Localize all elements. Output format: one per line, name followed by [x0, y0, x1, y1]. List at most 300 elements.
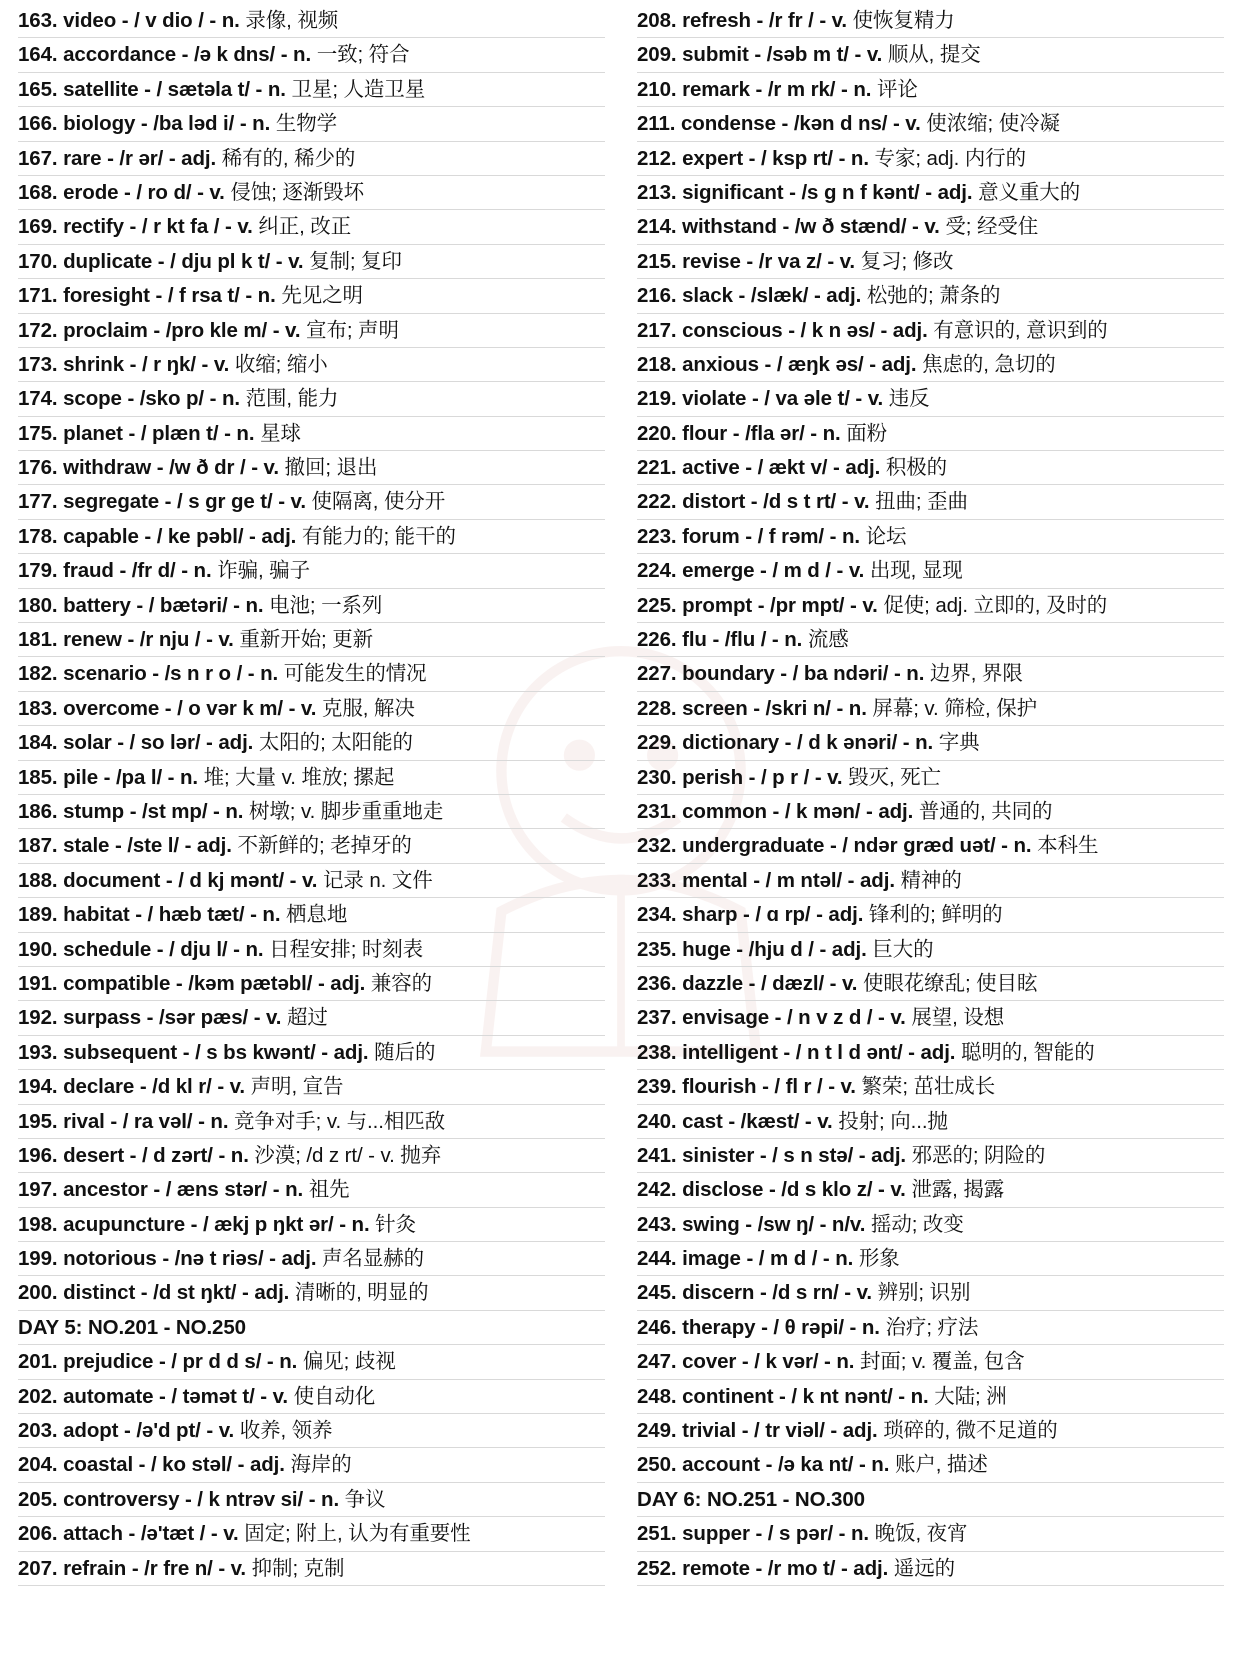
entry-separator: - [122, 1522, 141, 1546]
entry-word: violate [682, 387, 747, 411]
entry-number: 224. [637, 559, 677, 583]
entry-separator: - [159, 696, 178, 720]
entry-part-of-speech: n. [179, 765, 199, 789]
entry-definition: 扭曲; 歪曲 [875, 490, 968, 514]
entry-phonetic: /r nju / [139, 628, 201, 652]
entry-separator: - [746, 387, 765, 411]
vocabulary-row [18, 1208, 605, 1242]
vocabulary-row [18, 38, 605, 72]
entry-separator: - [743, 146, 761, 170]
entry-separator: - [126, 1556, 145, 1580]
day-heading-label: DAY 5: NO.201 - NO.250 [18, 1315, 246, 1339]
entry-separator: - [122, 421, 141, 445]
entry-separator: - [848, 43, 867, 67]
entry-part-of-speech: n. [351, 1212, 370, 1236]
entry-part-of-speech: adj. [937, 180, 973, 204]
entry-definition: 复制; 复印 [309, 249, 402, 273]
entry-separator: - [838, 1281, 857, 1305]
entry-phonetic: /r ər/ [119, 146, 164, 170]
entry-phonetic: /d s t rt/ [763, 490, 837, 514]
entry-phonetic: /sər pæs/ [158, 1006, 249, 1030]
entry-definition: 堆; 大量 v. 堆放; 摞起 [203, 765, 395, 789]
entry-number: 230. [637, 765, 677, 789]
vocabulary-row [637, 1001, 1224, 1035]
entry-separator: - [149, 284, 168, 308]
entry-separator: - [860, 799, 879, 823]
entry-number: 235. [637, 937, 677, 961]
entry-part-of-speech: adj. [853, 1556, 889, 1580]
entry-definition: 重新开始; 更新 [239, 628, 373, 652]
vocabulary-row [18, 795, 605, 829]
entry-separator: - [995, 834, 1014, 858]
vocabulary-row [637, 1414, 1224, 1448]
entry-definition: 生物学 [275, 112, 338, 136]
entry-definition: 意义重大的 [978, 180, 1081, 204]
vocabulary-row [18, 554, 605, 588]
entry-phonetic: /pa l/ [115, 765, 163, 789]
entry-part-of-speech: v. [213, 352, 230, 376]
vocabulary-row [637, 589, 1224, 623]
entry-number: 226. [637, 628, 677, 652]
vocabulary-row [637, 210, 1224, 244]
entry-phonetic: / k nt nənt/ [791, 1384, 893, 1408]
entry-separator: - [832, 146, 851, 170]
entry-part-of-speech: adj. [845, 456, 881, 480]
entry-definition: 展望, 设想 [911, 1006, 1005, 1030]
entry-phonetic: / dju l/ [169, 937, 228, 961]
entry-definition: 诈骗, 骗子 [217, 559, 310, 583]
entry-word: cast [682, 1109, 723, 1133]
entry-phonetic: / n v z d / [786, 1006, 873, 1030]
entry-number: 215. [637, 249, 677, 273]
vocabulary-row [637, 1552, 1224, 1586]
entry-phonetic: / pr d d s/ [171, 1350, 262, 1374]
entry-word: satellite [63, 77, 139, 101]
entry-definition: 晚饭, 夜宵 [874, 1522, 968, 1546]
entry-part-of-speech: v. [300, 696, 317, 720]
column-right [621, 4, 1224, 1586]
entry-phonetic: / ndər græd uət/ [842, 834, 996, 858]
entry-definition: 不新鲜的; 老掉牙的 [237, 834, 412, 858]
entry-word: disclose [682, 1178, 764, 1202]
vocabulary-row [18, 107, 605, 141]
entry-separator: - [817, 1247, 836, 1271]
entry-word: cover [682, 1350, 737, 1374]
entry-word: active [682, 456, 740, 480]
vocabulary-row [637, 1345, 1224, 1379]
entry-phonetic: /kæst/ [740, 1109, 800, 1133]
vocabulary-row [637, 898, 1224, 932]
entry-definition: 受; 经受住 [945, 215, 1039, 239]
entry-separator: - [163, 146, 182, 170]
entry-word: withstand [682, 215, 777, 239]
entry-separator: - [175, 559, 194, 583]
entry-number: 223. [637, 524, 677, 548]
entry-phonetic: / f rsa t/ [167, 284, 240, 308]
entry-number: 242. [637, 1178, 677, 1202]
entry-definition: 记录 n. 文件 [322, 868, 433, 892]
entry-number: 204. [18, 1453, 58, 1477]
entry-word: pile [63, 765, 99, 789]
entry-word: attach [63, 1522, 123, 1546]
entry-word: scope [63, 387, 122, 411]
entry-part-of-speech: v. [867, 387, 884, 411]
entry-word: screen [682, 696, 748, 720]
entry-definition: 使眼花缭乱; 使目眩 [862, 971, 1038, 995]
entry-number: 236. [637, 971, 677, 995]
entry-definition: 大陆; 洲 [934, 1384, 1007, 1408]
entry-number: 237. [637, 1006, 677, 1030]
entry-word: rare [63, 146, 102, 170]
vocabulary-row [637, 38, 1224, 72]
entry-part-of-speech: n. [784, 628, 803, 652]
entry-word: document [63, 868, 161, 892]
entry-number: 181. [18, 628, 58, 652]
entry-separator: - [853, 1143, 872, 1167]
entry-separator: - [740, 1247, 759, 1271]
vocabulary-row [18, 1414, 605, 1448]
entry-separator: - [111, 731, 130, 755]
entry-definition: 侵蚀; 逐渐毁坏 [230, 180, 364, 204]
vocabulary-row [18, 279, 605, 313]
entry-separator: - [830, 559, 849, 583]
entry-phonetic: / s gr ge t/ [177, 490, 273, 514]
entry-number: 212. [637, 146, 677, 170]
entry-phonetic: / va əle t/ [764, 387, 850, 411]
entry-definition: 辨别; 识别 [877, 1281, 971, 1305]
entry-separator: - [749, 77, 768, 101]
entry-definition: 祖先 [308, 1178, 350, 1202]
vocabulary-row [637, 314, 1224, 348]
entry-definition: 清晰的, 明显的 [294, 1281, 429, 1305]
entry-separator: - [333, 1212, 352, 1236]
entry-separator: - [245, 456, 264, 480]
entry-phonetic: / ɑ rp/ [755, 903, 811, 927]
entry-word: intelligent [682, 1040, 778, 1064]
entry-part-of-speech: n. [279, 1350, 298, 1374]
vocabulary-row [637, 829, 1224, 863]
entry-phonetic: / ksp rt/ [760, 146, 833, 170]
vocabulary-row [18, 1173, 605, 1207]
entry-separator: - [156, 1247, 175, 1271]
entry-definition: 收养, 领养 [239, 1419, 333, 1443]
entry-definition: 聪明的, 智能的 [961, 1040, 1095, 1064]
entry-separator: - [830, 696, 849, 720]
entry-number: 164. [18, 43, 58, 67]
vocabulary-row [18, 382, 605, 416]
entry-separator: - [227, 593, 246, 617]
entry-separator: - [773, 1384, 792, 1408]
entry-word: rival [63, 1109, 105, 1133]
entry-part-of-speech: v. [840, 1075, 856, 1099]
entry-separator: - [218, 421, 237, 445]
entry-separator: - [219, 215, 238, 239]
entry-word: stale [63, 834, 110, 858]
entry-part-of-speech: adj. [828, 903, 864, 927]
entry-part-of-speech: n. [257, 284, 276, 308]
entry-phonetic: /fr d/ [131, 559, 176, 583]
entry-part-of-speech: v. [230, 1556, 247, 1580]
vocabulary-row [637, 1173, 1224, 1207]
entry-part-of-speech: n. [252, 112, 271, 136]
entry-word: planet [63, 421, 123, 445]
entry-phonetic: /sw ŋ/ [757, 1212, 814, 1236]
entry-part-of-speech: n. [230, 1143, 249, 1167]
entry-separator: - [191, 180, 210, 204]
entry-separator: - [195, 352, 214, 376]
entry-part-of-speech: n. [835, 1247, 854, 1271]
entry-separator: - [736, 1350, 755, 1374]
entry-number: 173. [18, 352, 58, 376]
entry-separator: - [207, 799, 226, 823]
entry-separator: - [101, 146, 120, 170]
entry-number: 184. [18, 731, 58, 755]
entry-definition: 字典 [938, 731, 980, 755]
entry-number: 205. [18, 1487, 58, 1511]
entry-separator: - [766, 799, 785, 823]
entry-part-of-speech: n. [321, 1487, 340, 1511]
entry-phonetic: /ə'tæt / [140, 1522, 206, 1546]
entry-separator: - [774, 662, 793, 686]
entry-definition: 偏见; 歧视 [302, 1350, 396, 1374]
entry-word: overcome [63, 696, 160, 720]
vocabulary-row [637, 795, 1224, 829]
entry-definition: 锋利的; 鲜明的 [868, 903, 1003, 927]
entry-word: submit [682, 43, 749, 67]
entry-word: capable [63, 524, 139, 548]
entry-definition: 松弛的; 萧条的 [866, 284, 1001, 308]
vocabulary-row [18, 142, 605, 176]
entry-separator: - [836, 490, 855, 514]
entry-number: 252. [637, 1556, 677, 1580]
entry-part-of-speech: n. [221, 387, 240, 411]
vocabulary-row [637, 245, 1224, 279]
entry-separator: - [160, 868, 179, 892]
entry-separator: - [763, 1178, 782, 1202]
entry-part-of-speech: v. [854, 490, 870, 514]
entry-word: automate [63, 1384, 154, 1408]
entry-part-of-speech: adj. [878, 799, 914, 823]
entry-definition: 普通的, 共同的 [918, 799, 1053, 823]
entry-definition: 使隔离, 使分开 [311, 490, 446, 514]
entry-word: duplicate [63, 249, 153, 273]
entry-phonetic: /ə'd pt/ [136, 1419, 201, 1443]
vocabulary-row [637, 1139, 1224, 1173]
entry-word: solar [63, 731, 112, 755]
entry-number: 197. [18, 1178, 58, 1202]
entry-phonetic: /slæk/ [750, 284, 809, 308]
entry-separator: - [736, 1419, 755, 1443]
vocabulary-row [637, 451, 1224, 485]
entry-number: 229. [637, 731, 677, 755]
entry-word: ancestor [63, 1178, 148, 1202]
entry-part-of-speech: adj. [196, 834, 232, 858]
entry-separator: - [749, 1556, 768, 1580]
entry-separator: - [740, 249, 759, 273]
entry-word: significant [682, 180, 784, 204]
day-heading-row [637, 1483, 1224, 1517]
entry-definition: 论坛 [865, 524, 907, 548]
entry-part-of-speech: n/v. [831, 1212, 866, 1236]
entry-phonetic: /skri n/ [765, 696, 831, 720]
entry-part-of-speech: v. [848, 559, 865, 583]
entry-word: condense [680, 112, 776, 136]
entry-separator: - [824, 1419, 843, 1443]
entry-word: adopt [63, 1419, 119, 1443]
vocabulary-row [637, 1517, 1224, 1551]
entry-number: 190. [18, 937, 58, 961]
entry-definition: 随后的 [374, 1040, 436, 1064]
entry-definition: 树墩; v. 脚步重重地走 [248, 799, 444, 823]
vocabulary-row [18, 1276, 605, 1310]
entry-word: biology [63, 112, 136, 136]
entry-word: huge [682, 937, 731, 961]
entry-separator: - [138, 77, 157, 101]
vocabulary-row [637, 1276, 1224, 1310]
entry-part-of-speech: n. [236, 421, 255, 445]
entry-part-of-speech: v. [841, 971, 858, 995]
entry-word: shrink [63, 352, 125, 376]
entry-separator: - [892, 1384, 911, 1408]
entry-separator: - [872, 1178, 891, 1202]
vocabulary-row [637, 417, 1224, 451]
vocabulary-row [637, 1070, 1224, 1104]
entry-word: proclaim [63, 318, 148, 342]
entry-number: 238. [637, 1040, 677, 1064]
entry-separator: - [275, 43, 294, 67]
entry-separator: - [739, 524, 758, 548]
entry-part-of-speech: n. [822, 421, 841, 445]
entry-number: 202. [18, 1384, 58, 1408]
entry-separator: - [833, 1522, 851, 1546]
entry-word: notorious [63, 1247, 157, 1271]
entry-phonetic: / s n stə/ [772, 1143, 854, 1167]
entry-separator: - [177, 1040, 196, 1064]
entry-definition: 积极的 [885, 456, 948, 480]
entry-number: 245. [637, 1281, 677, 1305]
entry-separator: - [267, 1178, 286, 1202]
entry-phonetic: / f rəm/ [757, 524, 825, 548]
entry-part-of-speech: n. [915, 731, 934, 755]
entry-number: 209. [637, 43, 677, 67]
vocabulary-row [18, 485, 605, 519]
entry-part-of-speech: adj. [881, 352, 917, 376]
entry-word: scenario [63, 662, 147, 686]
entry-separator: - [756, 1075, 775, 1099]
entry-definition: 栖息地 [286, 903, 348, 927]
entry-part-of-speech: adj. [842, 1419, 878, 1443]
entry-word: desert [63, 1143, 125, 1167]
entry-word: emerge [682, 559, 755, 583]
vocabulary-row [637, 726, 1224, 760]
entry-part-of-speech: adj. [892, 318, 928, 342]
entry-definition: 治疗; 疗法 [885, 1315, 979, 1339]
entry-word: prompt [682, 593, 753, 617]
vocabulary-row [18, 314, 605, 348]
vocabulary-row [637, 1242, 1224, 1276]
entry-part-of-speech: adj. [261, 524, 297, 548]
entry-definition: 日程安排; 时刻表 [269, 937, 424, 961]
entry-number: 196. [18, 1143, 58, 1167]
entry-part-of-speech: v. [285, 318, 301, 342]
entry-word: coastal [63, 1453, 134, 1477]
vocabulary-row [637, 485, 1224, 519]
entry-number: 187. [18, 834, 58, 858]
entry-separator: - [754, 559, 773, 583]
entry-separator: - [902, 1040, 921, 1064]
entry-word: dictionary [682, 731, 780, 755]
entry-part-of-speech: adj. [333, 1040, 369, 1064]
entry-phonetic: /d s klo z/ [781, 1178, 873, 1202]
entry-definition: 评论 [876, 77, 918, 101]
entry-word: habitat [63, 903, 130, 927]
entry-definition: 专家; adj. 内行的 [874, 146, 1026, 170]
entry-definition: 争议 [344, 1487, 386, 1511]
vocabulary-row [18, 864, 605, 898]
entry-part-of-speech: v. [223, 1522, 239, 1546]
entry-word: refrain [63, 1556, 127, 1580]
entry-phonetic: /s g n f kənt/ [801, 180, 920, 204]
entry-phonetic: / plæn t/ [140, 421, 219, 445]
entry-separator: - [842, 868, 860, 892]
entry-definition: 纠正, 改正 [258, 215, 352, 239]
entry-separator: - [750, 9, 769, 32]
entry-phonetic: /hju d / [748, 937, 814, 961]
entry-separator: - [730, 937, 749, 961]
entry-definition: 毁灭, 死亡 [848, 765, 941, 789]
entry-word: fraud [63, 559, 114, 583]
entry-phonetic: / o vər k m/ [177, 696, 283, 720]
entry-number: 248. [637, 1384, 677, 1408]
entry-separator: - [732, 284, 751, 308]
entry-number: 166. [18, 112, 58, 136]
entry-separator: - [254, 1384, 273, 1408]
entry-separator: - [203, 9, 222, 32]
entry-definition: 有能力的; 能干的 [301, 524, 456, 548]
entry-word: forum [682, 524, 740, 548]
entry-separator: - [821, 249, 840, 273]
entry-separator: - [818, 1350, 837, 1374]
entry-phonetic: / θ rəpi/ [773, 1315, 844, 1339]
entry-word: acupuncture [63, 1212, 186, 1236]
entry-number: 185. [18, 765, 58, 789]
entry-separator: - [754, 1143, 773, 1167]
entry-number: 188. [18, 868, 58, 892]
entry-definition: 太阳的; 太阳能的 [258, 731, 413, 755]
vocabulary-row [18, 1242, 605, 1276]
entry-separator: - [263, 1247, 282, 1271]
entry-separator: - [752, 593, 771, 617]
entry-part-of-speech: v. [827, 765, 843, 789]
vocabulary-row [637, 1380, 1224, 1414]
entry-separator: - [813, 9, 832, 32]
entry-definition: 录像, 视频 [245, 9, 339, 32]
entry-number: 172. [18, 318, 58, 342]
entry-word: slack [682, 284, 733, 308]
entry-separator: - [192, 1109, 211, 1133]
entry-phonetic: /r fre n/ [144, 1556, 213, 1580]
entry-separator: - [141, 1006, 159, 1030]
vocabulary-row [18, 520, 605, 554]
entry-word: perish [682, 765, 744, 789]
entry-separator: - [755, 1315, 774, 1339]
entry-phonetic: /d st ŋkt/ [153, 1281, 237, 1305]
entry-phonetic: / bætəri/ [148, 593, 228, 617]
entry-phonetic: / ba ndəri/ [792, 662, 889, 686]
entry-number: 210. [637, 77, 677, 101]
entry-part-of-speech: v. [924, 215, 940, 239]
entry-part-of-speech: n. [262, 903, 281, 927]
